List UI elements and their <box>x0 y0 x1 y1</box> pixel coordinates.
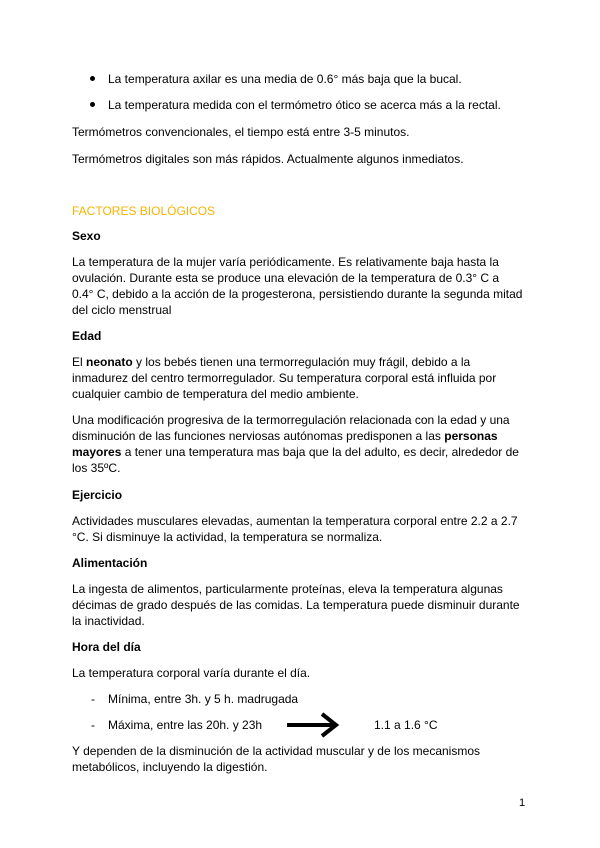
temperature-range: 1.1 a 1.6 °C <box>374 718 438 732</box>
paragraph-line: cualquier cambio de temperatura del medio ambiente. <box>72 387 359 401</box>
paragraph: Termómetros convencionales, el tiempo está entre 3-5 minutos. <box>72 125 410 139</box>
subheading-hora-del-dia: Hora del día <box>72 640 141 654</box>
paragraph-line <box>72 444 519 460</box>
paragraph-line: ovulación. Durante esta se produce una elevación de la temperatura de 0.3° C a <box>72 271 500 285</box>
paragraph-line: 0.4° C, debido a la acción de la progesterona, persistiendo durante la segunda mitad <box>72 287 523 301</box>
bullet-item: La temperatura axilar es una media de 0.6° más baja que la bucal. <box>108 72 462 86</box>
dash-marker: - <box>91 718 95 732</box>
bold-term: personas <box>444 429 498 443</box>
paragraph-line: metabólicos, incluyendo la digestión. <box>72 760 268 774</box>
subheading-ejercicio: Ejercicio <box>72 488 123 502</box>
paragraph-line: La ingesta de alimentos, particularmente proteínas, eleva la temperatura algunas <box>72 582 503 596</box>
text-run: y los bebés tienen una termorregulación muy frágil, debido a la <box>132 355 471 369</box>
paragraph-line: Actividades musculares elevadas, aumentan la temperatura corporal entre 2.2 a 2.7 <box>72 514 518 528</box>
paragraph-line: los 35ºC. <box>72 461 121 475</box>
bullet-dot <box>90 76 95 81</box>
bullet-dot <box>90 102 95 107</box>
text-run: a tener una temperatura mas baja que la del adulto, es decir, alrededor de <box>121 445 519 459</box>
dash-item-min: Mínima, entre 3h. y 5 h. madrugada <box>108 692 299 706</box>
paragraph-line <box>72 354 470 370</box>
text-run: disminución de las funciones nerviosas autónomas predisponen a las <box>72 429 445 443</box>
subheading-alimentacion: Alimentación <box>72 556 148 570</box>
paragraph-line: Y dependen de la disminución de la actividad muscular y de los mecanismos <box>72 744 481 758</box>
subheading-sexo: Sexo <box>72 229 101 243</box>
paragraph-line: inmadurez del centro termorregulador. Su temperatura corporal está influida por <box>72 371 497 385</box>
paragraph-line <box>72 428 498 444</box>
bold-term: neonato <box>86 355 133 369</box>
paragraph: Termómetros digitales son más rápidos. Actualmente algunos inmediatos. <box>72 152 464 166</box>
paragraph-line: La temperatura de la mujer varía periódicamente. Es relativamente baja hasta la <box>72 255 499 269</box>
dash-marker: - <box>91 692 95 706</box>
page-number: 1 <box>519 797 526 809</box>
bold-term: mayores <box>72 445 122 459</box>
paragraph-line: del ciclo menstrual <box>72 303 172 317</box>
subheading-edad: Edad <box>72 329 102 343</box>
dash-item-max: Máxima, entre las 20h. y 23h <box>108 718 263 732</box>
paragraph-line: °C. Si disminuye la actividad, la temperatura se normaliza. <box>72 530 383 544</box>
text-run: El <box>72 355 87 369</box>
paragraph-line: Una modificación progresiva de la termorregulación relacionada con la edad y una <box>72 413 510 427</box>
paragraph-line: la inactividad. <box>72 614 145 628</box>
section-title: FACTORES BIOLÓGICOS <box>72 204 216 218</box>
paragraph-line: décimas de grado después de las comidas. La temperatura puede disminuir durante <box>72 598 520 612</box>
right-arrow-icon <box>286 712 340 738</box>
paragraph: La temperatura corporal varía durante el día. <box>72 666 311 680</box>
bullet-item: La temperatura medida con el termómetro ótico se acerca más a la rectal. <box>108 98 501 112</box>
